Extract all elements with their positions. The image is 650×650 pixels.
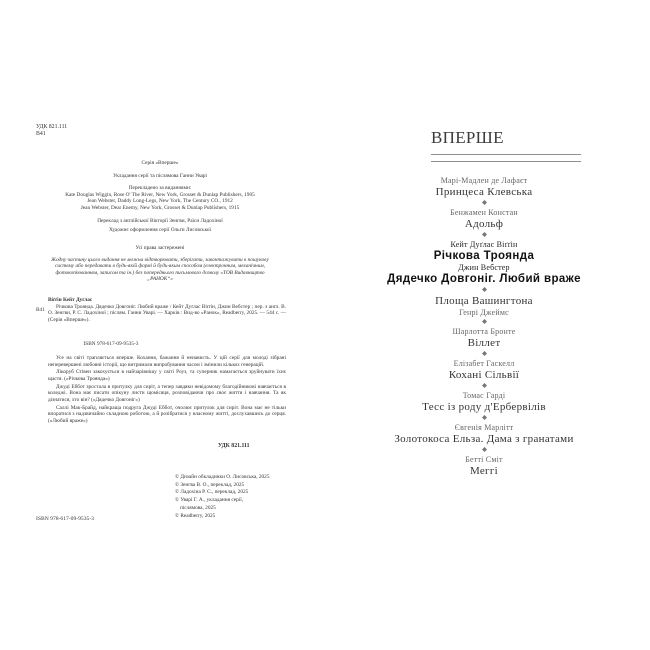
entry-title: Кохані Сільвії xyxy=(448,369,520,381)
entry-title: Тесс із роду д'Ербервілів xyxy=(422,401,546,413)
ornament-icon xyxy=(355,446,613,455)
copyright-line: © Зенгва В. О., переклад, 2025 xyxy=(175,481,245,488)
entry-author: Бенжамен Констан xyxy=(450,208,518,217)
series-list xyxy=(355,176,613,478)
series-title: ВПЕРШЕ xyxy=(431,128,504,147)
entry-author: Томас Гарді xyxy=(462,391,506,400)
series-entry-current xyxy=(355,240,613,263)
annotation-paragraph: Саллі Мак-Брайд, найкраща подруга Джуді Еббот, очолює притулок для сиріт. Вона має не тільки впоратися з надзвичайно складною роботою, а й розібратися у власному житті, дослухавшись до серця. («Любий враже») xyxy=(48,404,286,424)
copyright-line: © Ладохіна Р. С., переклад, 2025 xyxy=(175,489,249,496)
entry-author: Євгенія Марлітт xyxy=(454,423,514,432)
rights-text: Жодну частину цього видання не можна відтворювати, зберігати, завантажувати в пошукову систему або передавати в будь-якій формі й будь-яким способом (електронним, механічним, фотокопіюванням, записом та ін.) без попереднього письмового дозволу «ТОВ Видавництво „РАНОК“» xyxy=(51,256,269,283)
series-entry xyxy=(355,176,613,199)
rights-heading: Усі права застережені xyxy=(135,245,185,251)
entry-author: Бетті Сміт xyxy=(465,455,503,464)
copyright-line: © Readberry, 2025 xyxy=(175,512,216,519)
copyright-line: © Дизайн обкладинки О. Лисовська, 2025 xyxy=(175,474,270,480)
series-entry-current xyxy=(355,263,613,286)
udk-code: УДК 821.111 xyxy=(36,124,68,130)
catalog-author: Віґґін Кейт Дуґлас xyxy=(48,297,93,303)
entry-author: Елізабет Гаскелл xyxy=(453,359,515,368)
ornament-icon xyxy=(355,286,613,295)
source-edition: Jean Webster, Daddy Long-Legs, New York, The Century CO., 1912 xyxy=(87,198,233,205)
series-entry xyxy=(355,208,613,231)
series-entry xyxy=(355,455,613,478)
translators-line: Переклад з англійської Вікторії Зенгви, Раїси Ладохіної xyxy=(97,217,223,224)
source-edition: Kate Douglas Wiggin, Rose O' The River, New York, Grosset & Dunlap Publishers, 1905 xyxy=(65,191,255,198)
entry-title: Адольф xyxy=(464,218,504,230)
udk-index-top xyxy=(36,124,67,138)
entry-author: Джин Вебстер xyxy=(458,263,510,272)
series-entry xyxy=(355,423,613,446)
entry-author: Генрі Джеймс xyxy=(459,308,509,317)
series-line: Серія «Вперше» xyxy=(141,160,179,166)
entry-title: Меггі xyxy=(469,465,499,477)
catalog-isbn: ISBN 978-617-09-9535-3 xyxy=(83,341,139,347)
entry-title: Річкова Троянда xyxy=(433,250,535,262)
entry-title: Принцеса Клевська xyxy=(435,186,533,198)
translated-from-heading: Перекладено за виданнями: xyxy=(128,185,192,192)
ornament-icon xyxy=(355,382,613,391)
title-rule xyxy=(431,154,581,155)
series-entry xyxy=(355,327,613,350)
source-edition: Jean Webster, Dear Enemy, New York, Grosset & Dunlap Publishers, 1915 xyxy=(80,204,240,211)
isbn-bottom: ISBN 978-617-09-9535-3 xyxy=(36,516,94,522)
udk-code-bottom: УДК 821.111 xyxy=(218,443,250,449)
imprint-credits xyxy=(45,160,275,234)
series-entry xyxy=(355,295,613,318)
annotation-paragraph: Лікоруб Стівен закохується в найчарівнішу у світі Роуз, та суперник намагається зруйнувати їхнє щастя. («Річкова Троянда») xyxy=(48,369,286,382)
rights-notice xyxy=(45,245,275,283)
catalog-index: В41 xyxy=(36,307,45,313)
entry-author: Шарлотта Бронте xyxy=(452,327,516,336)
compiler-line: Укладання серії та післямова Ганни Уварі xyxy=(112,172,208,179)
annotation-paragraph: Усе на світі трапляється вперше. Кохання, бажання й ненависть. У цій серії для молоді зібрані неперевершені любовні історії, що витримали випробування часом і змінили кількох генерацій. xyxy=(48,355,286,368)
copyright-block xyxy=(175,474,295,520)
title-rule xyxy=(431,161,581,162)
entry-author: Кейт Дуґлас Віґґін xyxy=(450,240,518,249)
ornament-icon xyxy=(355,231,613,240)
copyright-line: © Уварі Г. А., укладання серії, xyxy=(175,497,244,504)
design-line: Художнє оформлення серії Ольги Лисовської xyxy=(108,227,212,234)
annotation-paragraph: Джуді Еббот зростала в притулку для сиріт, а тепер завдяки невідомому благодійникові навчається в коледжі. Вона має писати опікуну листи щомісяця, розповідаючи про своє життя і навчання. Та як дізнатися, хто він? («Дядечко Довгоніг») xyxy=(48,383,286,403)
ornament-icon xyxy=(355,199,613,208)
entry-title: Золотокоса Ельза. Дама з гранатами xyxy=(394,433,574,445)
ornament-icon xyxy=(355,318,613,327)
series-entry xyxy=(355,359,613,382)
copyright-line: післямова, 2025 xyxy=(180,504,216,511)
entry-title: Площа Вашингтона xyxy=(435,295,533,307)
author-sign: В41 xyxy=(36,131,46,137)
ornament-icon xyxy=(355,350,613,359)
entry-author: Марі-Мадлен де Лафаєт xyxy=(440,176,528,185)
ornament-icon xyxy=(355,414,613,423)
entry-title: Віллет xyxy=(467,337,501,349)
annotation xyxy=(48,355,286,426)
entry-title: Дядечко Довгоніг. Любий враже xyxy=(387,273,581,285)
catalog-text: Річкова Троянда. Дядечко Довгоніг. Любий враже / Кейт Дуґлас Віґґін, Джин Вебстер ; пер. з англ. В. О. Зенгви, Р. С. Ладохіної ; післям. Ганни Уварі. — Харків : Вид-во «Ранок», Readberry, 2025. — 544 с. — (Серія «Вперше»). xyxy=(48,303,286,323)
series-entry xyxy=(355,391,613,414)
